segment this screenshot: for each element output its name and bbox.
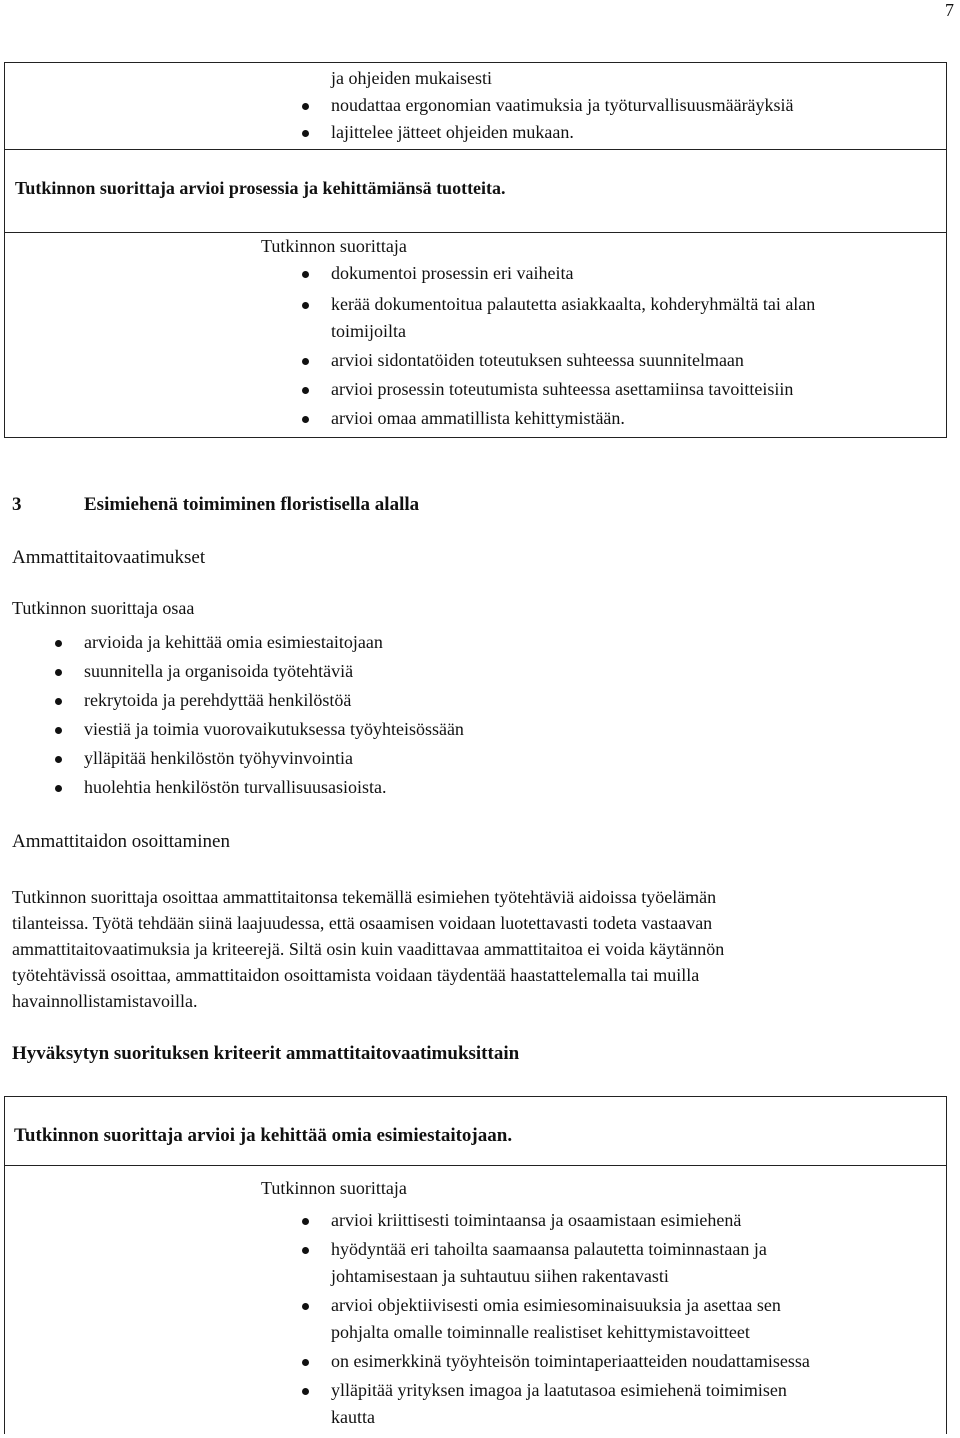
bullet-icon bbox=[302, 130, 309, 137]
list-item: toimijoilta bbox=[331, 321, 406, 341]
list-item: huolehtia henkilöstön turvallisuusasioista. bbox=[84, 773, 464, 802]
table-row bbox=[4, 150, 947, 232]
list-item: ylläpitää henkilöstön työhyvinvointia bbox=[84, 744, 464, 773]
criteria-intro: Tutkinnon suorittaja bbox=[261, 236, 407, 256]
bullet-icon bbox=[302, 387, 309, 394]
list-item: rekrytoida ja perehdyttää henkilöstöä bbox=[84, 686, 464, 715]
paragraph-line: tilanteissa. Työtä tehdään siinä laajuudessa, että osaamisen voidaan luotettavasti todeta vastaavan bbox=[12, 913, 713, 933]
list-item: kautta bbox=[331, 1407, 375, 1427]
bullet-icon bbox=[55, 727, 62, 734]
demonstration-paragraph bbox=[12, 884, 932, 1014]
list-item: arvioi sidontatöiden toteutuksen suhteessa suunnitelmaan bbox=[331, 347, 815, 374]
list-item: hyödyntää eri tahoilta saamaansa palautetta toiminnastaan ja bbox=[331, 1236, 810, 1263]
bullet-list bbox=[331, 65, 794, 146]
list-item: ylläpitää yrityksen imagoa ja laatutasoa esimiehenä toimimisen bbox=[331, 1377, 810, 1404]
bullet-icon bbox=[302, 103, 309, 110]
list-item: arvioi prosessin toteutumista suhteessa asettamiinsa tavoitteisiin bbox=[331, 376, 815, 403]
list-item: arvioi omaa ammatillista kehittymistään. bbox=[331, 405, 815, 432]
bullet-icon bbox=[55, 785, 62, 792]
criteria-table-previous bbox=[4, 62, 947, 438]
criteria-intro: Tutkinnon suorittaja bbox=[261, 1178, 407, 1198]
page-number: 7 bbox=[945, 0, 954, 20]
list-item: dokumentoi prosessin eri vaiheita bbox=[331, 260, 815, 287]
list-item: on esimerkkinä työyhteisön toimintaperiaatteiden noudattamisessa bbox=[331, 1348, 810, 1375]
criteria-list bbox=[331, 1207, 810, 1431]
list-item: pohjalta omalle toiminnalle realistiset kehittymistavoitteet bbox=[331, 1322, 750, 1342]
bullet-icon bbox=[302, 1247, 309, 1254]
list-item: arvioi kriittisesti toimintaansa ja osaamistaan esimiehenä bbox=[331, 1207, 810, 1234]
demonstration-heading: Ammattitaidon osoittaminen bbox=[12, 831, 230, 852]
bullet-icon bbox=[302, 302, 309, 309]
section-title: Esimiehenä toimiminen floristisella alalla bbox=[84, 494, 420, 515]
table-row bbox=[5, 1165, 946, 1438]
bullet-icon bbox=[302, 358, 309, 365]
bullet-icon bbox=[302, 1218, 309, 1225]
table-row bbox=[4, 232, 947, 438]
list-item: suunnitella ja organisoida työtehtäviä bbox=[84, 657, 464, 686]
list-item: kerää dokumentoitua palautetta asiakkaalta, kohderyhmältä tai alan bbox=[331, 291, 815, 318]
requirements-heading: Ammattitaitovaatimukset bbox=[12, 547, 206, 568]
section-number: 3 bbox=[12, 494, 22, 515]
requirements-intro: Tutkinnon suorittaja osaa bbox=[12, 598, 195, 618]
criteria-heading: Hyväksytyn suorituksen kriteerit ammattitaitovaatimuksittain bbox=[12, 1043, 520, 1064]
bullet-icon bbox=[55, 669, 62, 676]
list-item: viestiä ja toimia vuorovaikutuksessa työyhteisössään bbox=[84, 715, 464, 744]
paragraph-line: havainnollistamistavoilla. bbox=[12, 991, 198, 1011]
bullet-icon bbox=[302, 271, 309, 278]
criteria-table bbox=[4, 1096, 947, 1434]
bullet-icon bbox=[302, 1303, 309, 1310]
list-item: noudattaa ergonomian vaatimuksia ja työturvallisuusmääräyksiä bbox=[331, 92, 794, 119]
bullet-icon bbox=[55, 756, 62, 763]
paragraph-line: työtehtävissä osoittaa, ammattitaidon osoittamista voidaan täydentää haastattelemalla tai muilla bbox=[12, 965, 700, 985]
bullet-list bbox=[331, 260, 815, 432]
list-item: arvioida ja kehittää omia esimiestaitojaan bbox=[84, 628, 464, 657]
bullet-icon bbox=[55, 698, 62, 705]
list-item: johtamisestaan ja suhtautuu siihen rakentavasti bbox=[331, 1266, 669, 1286]
requirements-list bbox=[84, 628, 464, 802]
bullet-icon bbox=[302, 1388, 309, 1395]
list-item: ja ohjeiden mukaisesti bbox=[331, 68, 492, 88]
list-item: arvioi objektiivisesti omia esimiesominaisuuksia ja asettaa sen bbox=[331, 1292, 810, 1319]
bullet-icon bbox=[302, 416, 309, 423]
criteria-title: Tutkinnon suorittaja arvioi ja kehittää omia esimiestaitojaan. bbox=[14, 1125, 513, 1146]
list-item: lajittelee jätteet ohjeiden mukaan. bbox=[331, 119, 794, 146]
table-row bbox=[4, 62, 947, 150]
bullet-icon bbox=[55, 640, 62, 647]
bullet-icon bbox=[302, 1359, 309, 1366]
criteria-title: Tutkinnon suorittaja arvioi prosessia ja kehittämiänsä tuotteita. bbox=[15, 178, 506, 198]
paragraph-line: ammattitaitovaatimuksia ja kriteerejä. Siltä osin kuin vaadittavaa ammattitaitoa ei voida käytännön bbox=[12, 939, 725, 959]
paragraph-line: Tutkinnon suorittaja osoittaa ammattitaitonsa tekemällä esimiehen työtehtäviä aidoissa työelämän bbox=[12, 887, 717, 907]
